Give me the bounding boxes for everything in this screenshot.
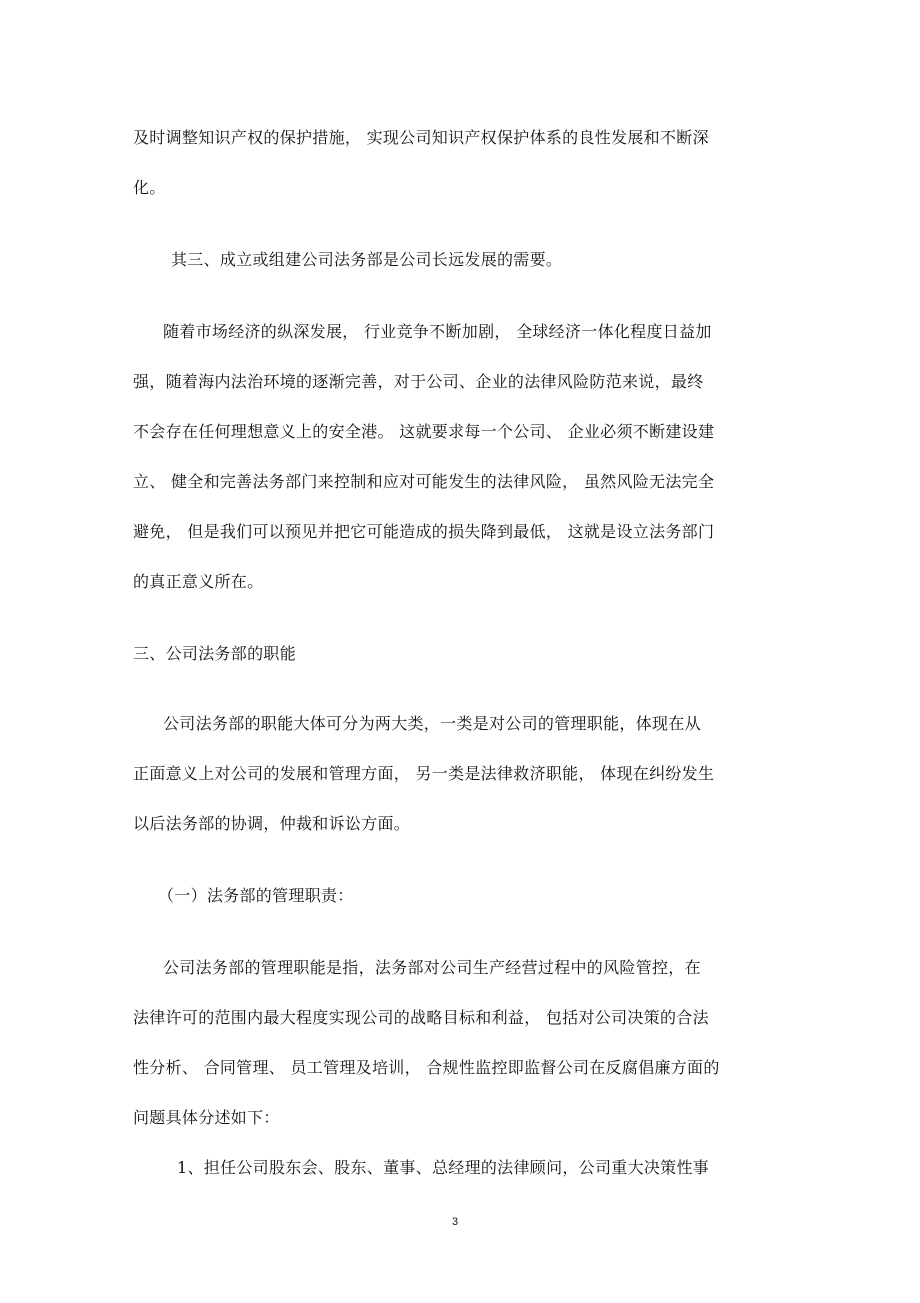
text-line: 及时调整知识产权的保护措施， 实现公司知识产权保护体系的良性发展和不断深 (133, 128, 709, 147)
text-line: 问题具体分述如下： (133, 1108, 280, 1127)
text-line: 化。 (133, 178, 166, 197)
text-line: 不会存在任何理想意义上的安全港。 这就要求每一个公司、 企业必须不断建设建 (133, 422, 715, 441)
text-line: 以后法务部的协调，仲裁和诉讼方面。 (133, 814, 411, 833)
text-line: 避免， 但是我们可以预见并把它可能造成的损失降到最低， 这就是设立法务部门 (133, 522, 715, 541)
text-line: 法律许可的范围内最大程度实现公司的战略目标和利益， 包括对公司决策的合法 (133, 1008, 709, 1027)
text-line: 强，随着海内法治环境的逐渐完善，对于公司、企业的法律风险防范来说，最终 (133, 372, 704, 391)
list-item: 1、担任公司股东会、股东、董事、总经理的法律顾问，公司重大决策性事 (177, 1158, 710, 1177)
text-line: 其三、成立或组建公司法务部是公司长远发展的需要。 (171, 250, 563, 269)
subsection-heading: （一）法务部的管理职责： (158, 886, 354, 905)
text-line: 性分析、 合同管理、 员工管理及培训， 合规性监控即监督公司在反腐倡廉方面的 (133, 1058, 720, 1077)
text-line: 随着市场经济的纵深发展， 行业竞争不断加剧， 全球经济一体化程度日益加 (163, 322, 712, 341)
text-line: 公司法务部的职能大体可分为两大类，一类是对公司的管理职能，体现在从 (163, 714, 701, 733)
page-number: 3 (451, 1216, 459, 1228)
text-line: 正面意义上对公司的发展和管理方面， 另一类是法律救济职能， 体现在纠纷发生 (133, 764, 715, 783)
text-line: 立、 健全和完善法务部门来控制和应对可能发生的法律风险， 虽然风险无法完全 (133, 472, 715, 491)
text-line: 的真正意义所在。 (133, 572, 264, 591)
section-heading: 三、公司法务部的职能 (133, 644, 297, 663)
text-line: 公司法务部的管理职能是指，法务部对公司生产经营过程中的风险管控，在 (163, 958, 701, 977)
